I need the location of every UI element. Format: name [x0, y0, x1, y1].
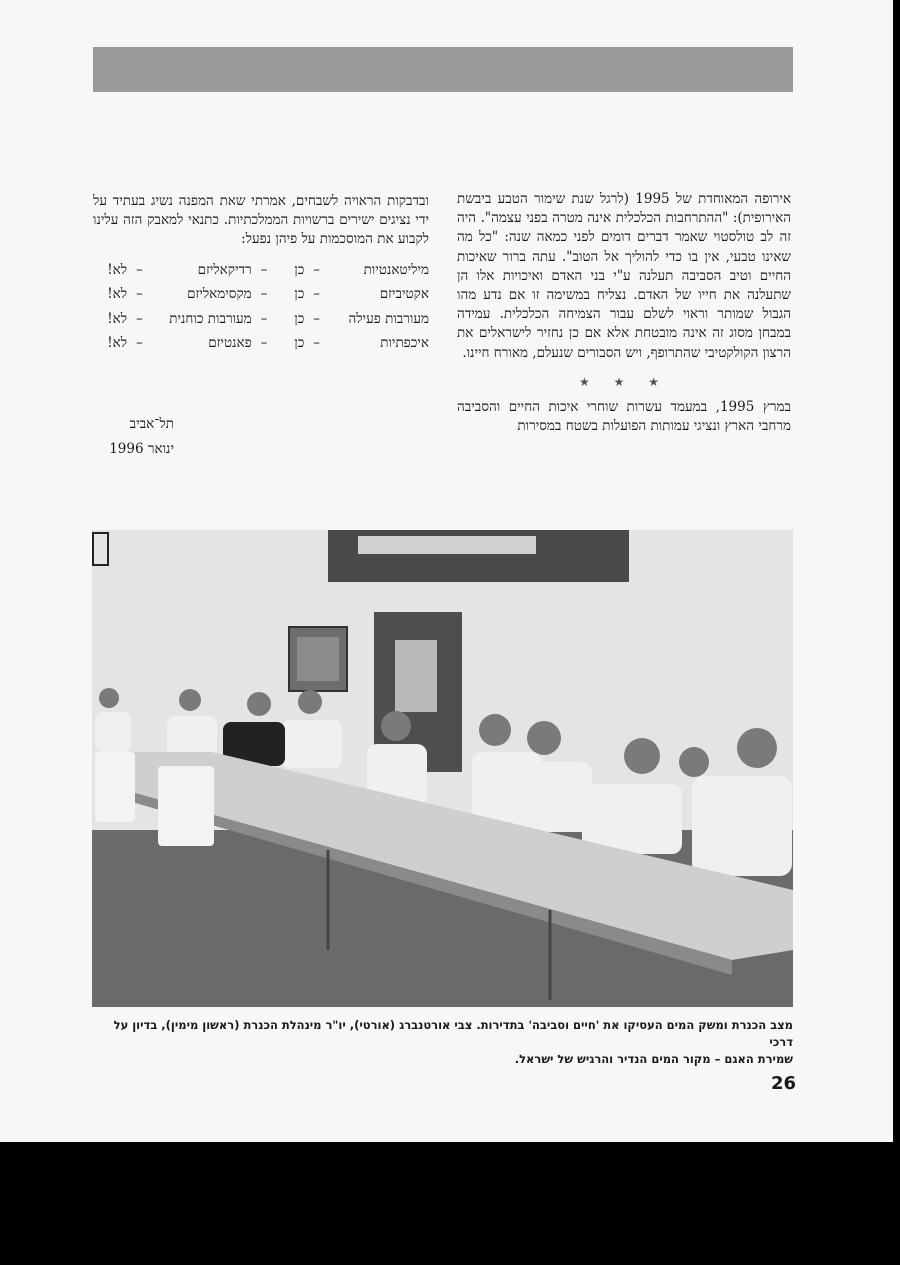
list-yes: כן — [294, 335, 305, 352]
dash: – — [313, 286, 321, 303]
meeting-photo-illustration — [92, 530, 793, 1007]
page-number: 26 — [771, 1073, 797, 1094]
list-item — [93, 307, 429, 332]
list-yes: כן — [294, 261, 305, 278]
signature — [94, 412, 174, 462]
list-item — [93, 258, 429, 283]
photo-caption — [93, 1017, 793, 1068]
list-term: מיליטאנטיות — [363, 261, 429, 278]
dash: – — [313, 335, 321, 352]
dash: – — [135, 310, 143, 327]
list-no: לא! — [107, 310, 128, 327]
list-term: אקטיביזם — [379, 286, 429, 303]
list-term: מעורבות כוחנית — [169, 310, 252, 327]
dash: – — [135, 261, 143, 278]
paragraph: במרץ 1995, במעמד עשרות שוחרי איכות החיים והסביבה מרחבי הארץ ונציגי עמותות הפועלות בשטח במסירות — [457, 399, 791, 435]
dash: – — [260, 310, 268, 327]
meeting-photo — [92, 530, 793, 1007]
dash: – — [260, 335, 268, 352]
list-term: רדיקאליזם — [197, 261, 252, 278]
list-yes: כן — [294, 310, 305, 327]
signature-date: ינואר 1996 — [109, 441, 174, 457]
dash: – — [135, 335, 143, 352]
dash: – — [260, 261, 268, 278]
list-no: לא! — [107, 286, 128, 303]
paragraph: אירופה המאוחדת של 1995 (לרגל שנת שימור הטבע ביבשת האירופית): "ההתרחבות הכלכלית אינה מטרה בפני עצמה". היה זה לב טולסטוי שאמר דברים דומים לפני כמאה שנה: "כל מה שאינו טבעי, אין בו כדי להוליך אל הטוב". עתה ברור שאיכות החיים וטיב הסביבה תעלנה ע"י בני האדם ואיכויות אלו הן שתעלנה את חייו של האדם. נצליח במשימה זו אם נדע מהו הגבול שמותר וראוי לשלם עבור הצמיחה הכלכלית. עמידה במבחן מסוג זה אינה מובטחת אלא אם כן נחזיר לישראלים את הרצון הקולקטיבי שהתרופף, ויש הסבורים שנעלם, מאורח חיינו. — [457, 191, 791, 361]
principles-list — [93, 258, 429, 356]
dash: – — [260, 286, 268, 303]
list-term: פאנטיזם — [208, 335, 252, 352]
list-item — [93, 282, 429, 307]
dash: – — [135, 286, 143, 303]
dash: – — [313, 310, 321, 327]
list-term: איכפתיות — [380, 335, 429, 352]
signature-place: תל־אביב — [129, 416, 174, 432]
paragraph: ובדבקות הראויה לשבחים, אמרתי שאת המפנה נשיג בעתיד על ידי נציגים ישירים ברשויות הממלכתיות. כתנאי למאבק הזה עלינו לקבוע את המוסכמות על פיהן נפעל: — [93, 193, 429, 248]
caption-line: מצב הכנרת ומשק המים העסיקו את 'חיים וסביבה' בתדירות. צבי אורטנברג (אורטי), יו"ר מינהלת הכנרת (ראשון מימין), בדיון על דרכי — [113, 1018, 793, 1049]
list-term: מקסימאליזם — [187, 286, 252, 303]
list-term: מעורבות פעילה — [348, 310, 429, 327]
list-no: לא! — [107, 261, 128, 278]
article-column-right — [457, 190, 791, 436]
article-column-left — [93, 192, 429, 356]
header-band — [93, 47, 793, 92]
caption-line: שמירת האגם – מקור המים הנדיר והרגיש של ישראל. — [514, 1052, 793, 1066]
list-yes: כן — [294, 286, 305, 303]
dash: – — [313, 261, 321, 278]
section-separator: ★ ★ ★ — [579, 374, 669, 389]
list-item — [93, 331, 429, 356]
list-no: לא! — [107, 335, 128, 352]
